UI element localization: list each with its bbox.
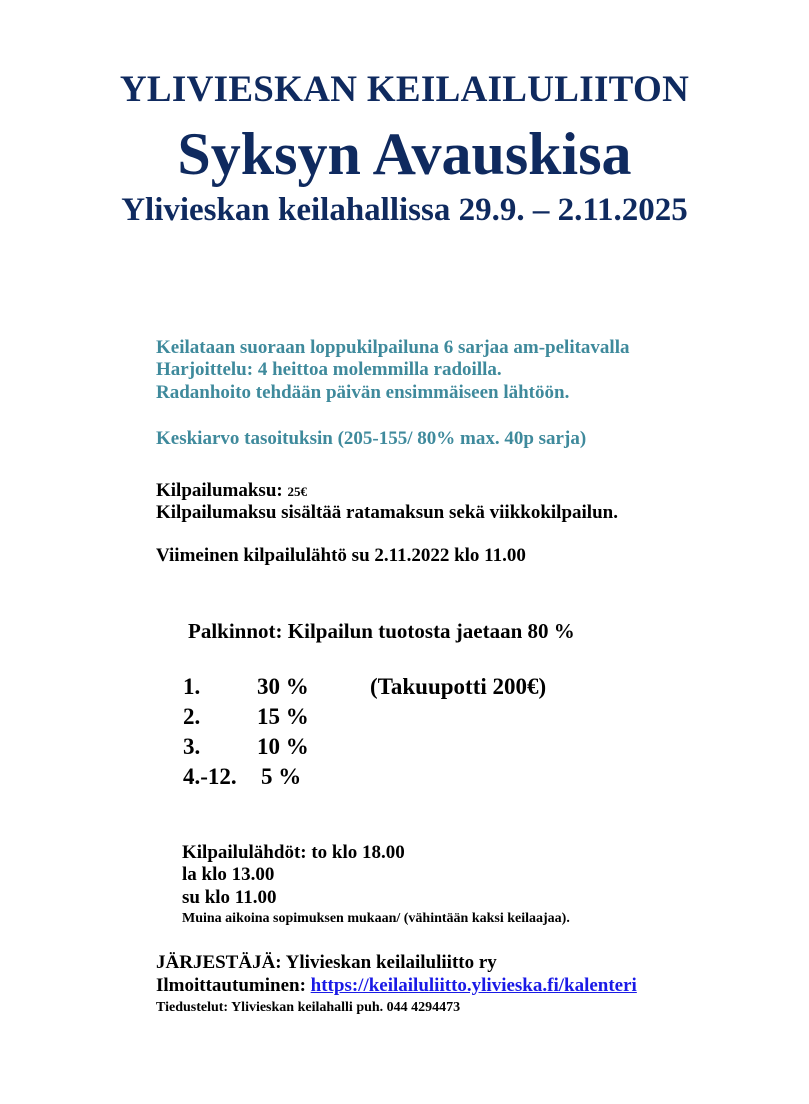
prize-percent-1: 30 %	[257, 674, 309, 699]
registration-line	[156, 975, 637, 997]
prize-guarantee-note: (Takuupotti 200€)	[370, 674, 547, 699]
prize-place-3: 3.	[183, 734, 201, 759]
prize-place-4: 4.-12.	[183, 764, 237, 789]
info-practice: Harjoittelu: 4 heittoa molemmilla radoilla.	[156, 359, 502, 380]
starts-thursday: Kilpailulähdöt: to klo 18.00	[182, 842, 405, 863]
info-format: Keilataan suoraan loppukilpailuna 6 sarjaa am-pelitavalla	[156, 337, 630, 358]
starts-saturday: la klo 13.00	[182, 864, 275, 885]
event-subtitle: Ylivieskan keilahallissa 29.9. – 2.11.2025	[121, 192, 688, 228]
starts-note: Muina aikoina sopimuksen mukaan/ (vähintään kaksi keilaajaa).	[182, 911, 570, 926]
fee-label: Kilpailumaksu:	[156, 480, 283, 501]
registration-label: Ilmoittautuminen:	[156, 975, 306, 996]
starts-sunday: su klo 11.00	[182, 887, 277, 908]
prize-percent-3: 10 %	[257, 734, 309, 759]
fee-amount: 25€	[287, 484, 307, 499]
fee-includes: Kilpailumaksu sisältää ratamaksun sekä viikkokilpailun.	[156, 502, 618, 523]
prize-place-2: 2.	[183, 704, 201, 729]
registration-link[interactable]: https://keilailuliitto.ylivieska.fi/kalenteri	[310, 975, 637, 996]
inquiries: Tiedustelut: Ylivieskan keilahalli puh. 044 4294473	[156, 1000, 461, 1015]
page-title: Syksyn Avauskisa	[177, 121, 632, 187]
info-handicap: Keskiarvo tasoituksin (205-155/ 80% max. 40p sarja)	[156, 428, 587, 449]
prize-percent-4: 5 %	[261, 764, 302, 789]
fee-line	[156, 480, 307, 502]
organizer: JÄRJESTÄJÄ: Ylivieskan keilailuliitto ry	[156, 952, 497, 973]
prize-place-1: 1.	[183, 674, 201, 699]
prize-percent-2: 15 %	[257, 704, 309, 729]
info-lane-care: Radanhoito tehdään päivän ensimmäiseen lähtöön.	[156, 382, 570, 403]
organization-heading: YLIVIESKAN KEILAILULIITON	[119, 69, 690, 110]
prizes-heading: Palkinnot: Kilpailun tuotosta jaetaan 80 %	[188, 619, 575, 643]
last-start: Viimeinen kilpailulähtö su 2.11.2022 klo 11.00	[156, 545, 526, 566]
